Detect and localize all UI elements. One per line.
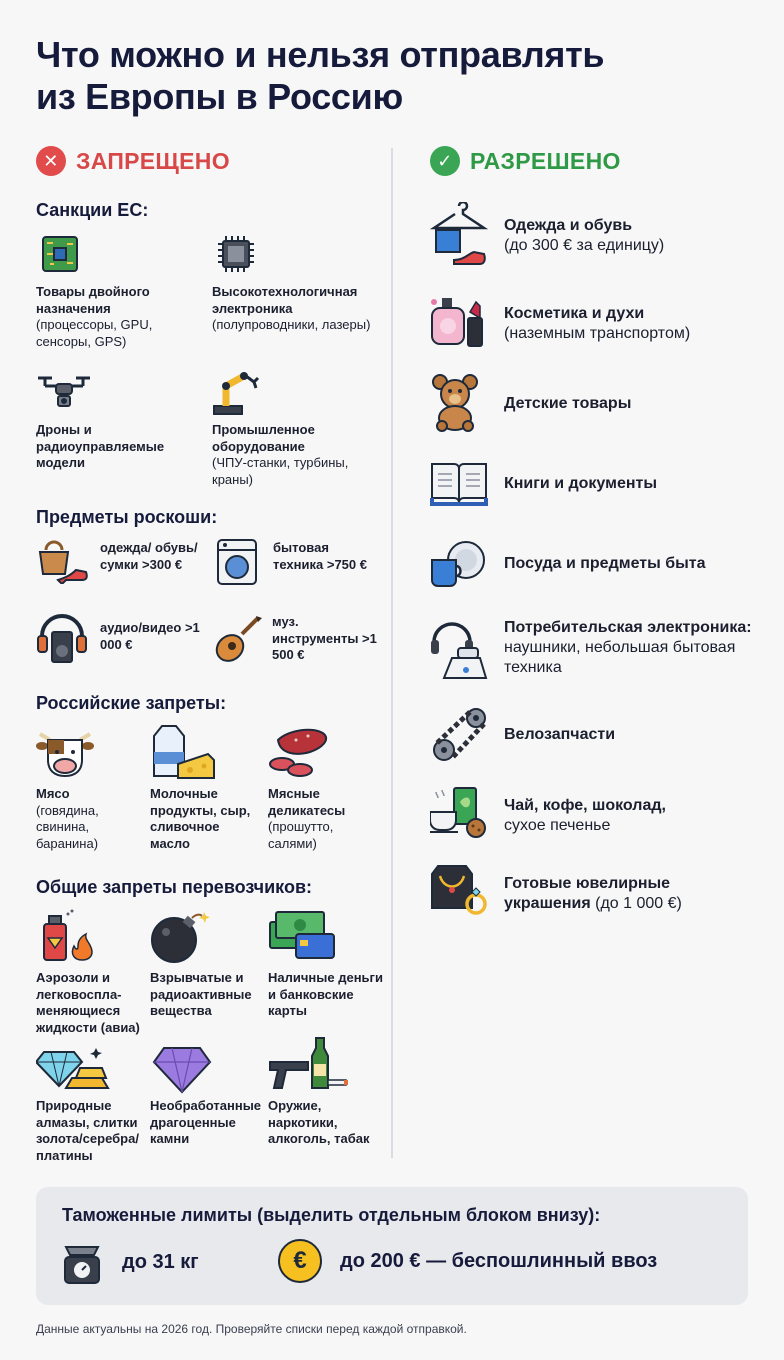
section-luxury: Предметы роскоши: (36, 507, 218, 527)
jewelry-icon (430, 864, 488, 922)
drone-icon (36, 372, 92, 412)
allowed-item (430, 200, 770, 270)
sanction-item-title: Промышленное оборудование (212, 422, 315, 454)
luxury-item-label: аудио/видео >1 000 € (100, 620, 200, 652)
title-line-2: из Европы в Россию (36, 76, 403, 117)
salami-icon (268, 726, 330, 778)
sanction-item-desc: (ЧПУ-станки, турбины, краны) (212, 455, 349, 487)
allowed-item-desc: сухое печенье (504, 817, 611, 834)
luxury-item-label: одежда/ обувь/сумки >300 € (100, 540, 198, 572)
diamond-gold-icon (36, 1044, 118, 1094)
allowed-item (430, 294, 770, 356)
allowed-heading (430, 146, 621, 176)
allowed-item-desc: (наземным транспортом) (504, 325, 691, 342)
section-sanctions: Санкции ЕС: (36, 200, 149, 220)
tea-coffee-icon (430, 786, 488, 840)
forbidden-heading (36, 146, 230, 176)
allowed-item-title: Посуда и предметы быта (504, 555, 706, 572)
allowed-item-title: Детские товары (504, 395, 632, 412)
section-carriers: Общие запреты перевозчиков: (36, 877, 313, 897)
allowed-item-desc: (до 1 000 €) (595, 895, 682, 912)
sanction-item-desc: (процессоры, GPU, сенсоры, GPS) (36, 317, 153, 349)
scale-icon (62, 1239, 102, 1285)
robot-arm-icon (212, 368, 262, 416)
russian-item-desc: (говядина, свинина, баранина) (36, 802, 99, 851)
weight-limit-label: до 31 кг (122, 1250, 199, 1273)
carrier-item-label: Необработанные драгоценные камни (150, 1098, 262, 1146)
page-title (36, 34, 756, 118)
allowed-item (430, 536, 770, 592)
headphones-speaker-icon (36, 612, 88, 664)
allowed-heading-label: РАЗРЕШЕНО (470, 147, 621, 174)
carrier-item-label: Природные алмазы, слитки золота/серебра/ платины (36, 1098, 139, 1163)
russian-item-title: Молочные продукты, сыр, сливочное масло (150, 786, 251, 851)
carrier-item-label: Аэрозоли и легковоспла-меняющиеся жидкости (авиа) (36, 970, 140, 1035)
russian-item-desc: (прошутто, салями) (268, 819, 334, 851)
carrier-item-label: Наличные деньги и банковские карты (268, 970, 383, 1018)
washing-machine-icon (216, 538, 258, 586)
allowed-item (430, 706, 770, 764)
bike-chain-icon (430, 706, 490, 764)
customs-limits-box (36, 1187, 748, 1305)
allowed-item (430, 372, 770, 434)
allowed-item (430, 786, 770, 844)
carrier-item-label: Взрывчатые и радиоактивные вещества (150, 970, 252, 1018)
teddy-bear-icon (430, 374, 480, 432)
allowed-item-desc: (до 300 € за единицу) (504, 237, 665, 254)
carrier-item-label: Оружие, наркотики, алкоголь, табак (268, 1098, 370, 1146)
allowed-item-title: Одежда и обувь (504, 217, 633, 234)
weight-limit (62, 1239, 199, 1285)
forbidden-heading-label: ЗАПРЕЩЕНО (76, 147, 230, 174)
gun-bottle-icon (268, 1036, 350, 1094)
allowed-item (430, 864, 770, 926)
processor-icon (216, 234, 256, 274)
clothes-icon (430, 202, 488, 268)
duty-limit-label: до 200 € — беспошлинный ввоз (340, 1249, 658, 1272)
cosmetics-icon (430, 294, 488, 350)
russian-item-title: Мясные деликатесы (268, 786, 346, 818)
column-divider (391, 148, 393, 1158)
euro-coin-icon: € (278, 1239, 322, 1283)
guitar-icon (212, 612, 264, 664)
duty-limit (278, 1239, 657, 1283)
sanction-item-title: Дроны и радиоуправляемые модели (36, 422, 165, 470)
section-russian: Российские запреты: (36, 693, 227, 713)
limits-title: Таможенные лимиты (выделить отдельным блоком внизу): (62, 1205, 601, 1225)
allowed-item (430, 456, 770, 512)
cash-card-icon (268, 908, 336, 964)
allowed-item-desc: наушники, небольшая бытовая техника (504, 639, 736, 676)
allowed-item (430, 614, 770, 686)
headphones-appliance-icon (430, 618, 492, 680)
allowed-item-title: Готовые ювелирные украшения (504, 875, 671, 912)
handbag-shoe-icon (36, 538, 90, 584)
allowed-item-title: Велозапчасти (504, 726, 616, 743)
cross-icon: ✕ (36, 146, 66, 176)
gem-icon (152, 1044, 212, 1094)
allowed-item-title: Книги и документы (504, 475, 658, 492)
footnote: Данные актуальны на 2026 год. Проверяйте списки перед каждой отправкой. (36, 1322, 467, 1336)
aerosol-fire-icon (40, 908, 98, 962)
chip-icon (40, 234, 80, 274)
check-icon: ✓ (430, 146, 460, 176)
title-line-1: Что можно и нельзя отправлять (36, 34, 605, 75)
sanction-item-title: Высокотехнологичная электроника (212, 284, 358, 316)
bomb-icon (150, 908, 212, 964)
luxury-item-label: муз. инструменты >1 500 € (272, 614, 377, 662)
sanction-item-desc: (полупроводники, лазеры) (212, 317, 371, 332)
milk-cheese-icon (150, 724, 216, 780)
luxury-item-label: бытовая техника >750 € (273, 540, 367, 572)
allowed-item-title: Косметика и духи (504, 305, 645, 322)
sanction-item-title: Товары двойного назначения (36, 284, 150, 316)
book-icon (430, 458, 488, 506)
allowed-item-title: Чай, кофе, шоколад, (504, 797, 666, 814)
allowed-item-title: Потребительская электроника: (504, 619, 752, 636)
russian-item-title: Мясо (36, 786, 70, 801)
dishes-icon (430, 538, 486, 588)
cow-icon (36, 726, 94, 778)
